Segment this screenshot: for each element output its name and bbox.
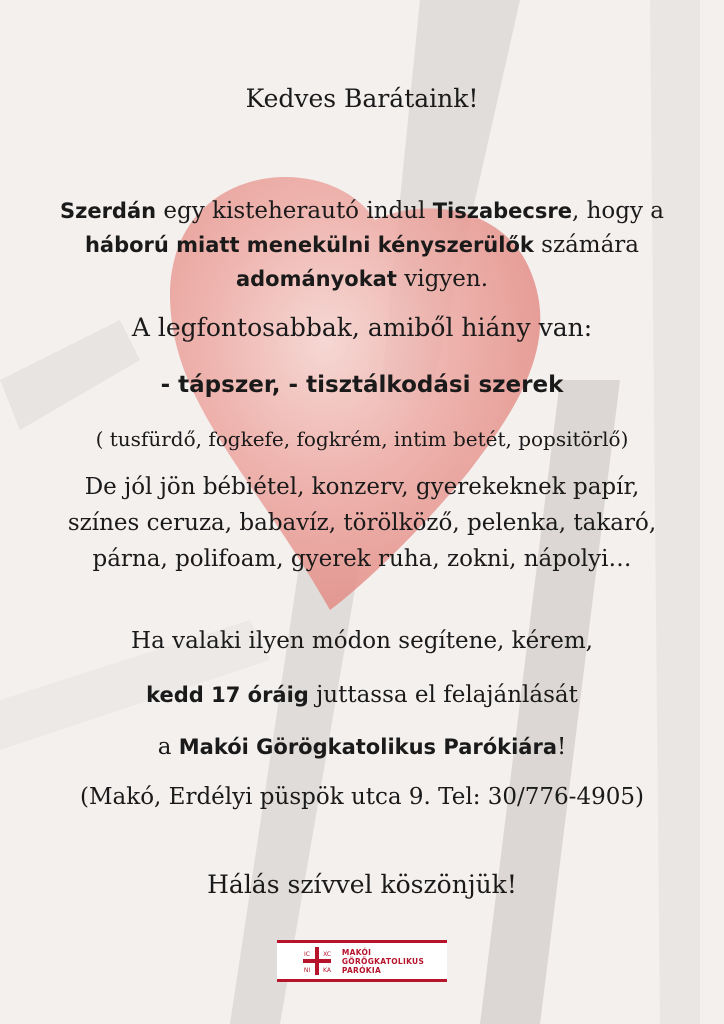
request-text: juttassa el felajánlását [308, 682, 578, 708]
intro-line-2 [0, 230, 724, 260]
also-welcome-line-1: De jól jön bébiétel, konzerv, gyerekeknek papír, [84, 474, 640, 500]
request-line-3 [0, 732, 724, 762]
cross-letters-ka: KA [322, 967, 331, 974]
most-important-heading: A legfontosabbak, amiből hiány van: [131, 313, 593, 342]
cross-letters-xc: XC [322, 951, 331, 958]
cross-letters-ni: NI [303, 967, 310, 974]
intro-bold-day: Szerdán [59, 199, 157, 223]
logo-text [342, 948, 424, 975]
logo-line-3: PARÓKIA [341, 965, 382, 975]
intro-text: számára [533, 232, 640, 258]
intro-bold-destination: Tiszabecsre [432, 199, 572, 223]
request-line-1: Ha valaki ilyen módon segítene, kérem, [131, 628, 593, 654]
request-line-2 [0, 680, 724, 710]
address-line: (Makó, Erdélyi püspök utca 9. Tel: 30/776-4905) [80, 784, 644, 810]
intro-line-3 [0, 264, 724, 294]
parish-name: Makói Görögkatolikus Parókiára [178, 735, 558, 759]
intro-text: vigyen. [396, 266, 489, 292]
deadline: kedd 17 óráig [146, 683, 309, 707]
logo-line-2: GÖRÖGKATOLIKUS [341, 956, 425, 966]
request-text: ! [557, 734, 567, 760]
logo-line-1: MAKÓI [341, 947, 372, 957]
parish-logo [277, 940, 447, 982]
thanks-line: Hálás szívvel köszönjük! [207, 870, 517, 899]
priority-items: - tápszer, - tisztálkodási szerek [160, 372, 564, 398]
greeting-heading: Kedves Barátaink! [245, 84, 479, 113]
cross-icon [300, 946, 334, 976]
priority-details: ( tusfürdő, fogkefe, fogkrém, intim betét, popsitörlő) [95, 427, 629, 451]
intro-bold-donations: adományokat [235, 267, 397, 291]
also-welcome-line-2: színes ceruza, babavíz, törölköző, pelenka, takaró, [67, 510, 657, 536]
cross-letters-ic: IC [303, 951, 310, 958]
intro-text: , hogy a [571, 198, 664, 224]
intro-text: egy kisteherautó indul [156, 198, 433, 224]
request-text: a [157, 734, 179, 760]
also-welcome-line-3: párna, polifoam, gyerek ruha, zokni, nápolyi… [92, 546, 632, 572]
intro-bold-refugees: háború miatt menekülni kényszerülők [84, 233, 534, 257]
intro-line-1 [0, 196, 724, 226]
